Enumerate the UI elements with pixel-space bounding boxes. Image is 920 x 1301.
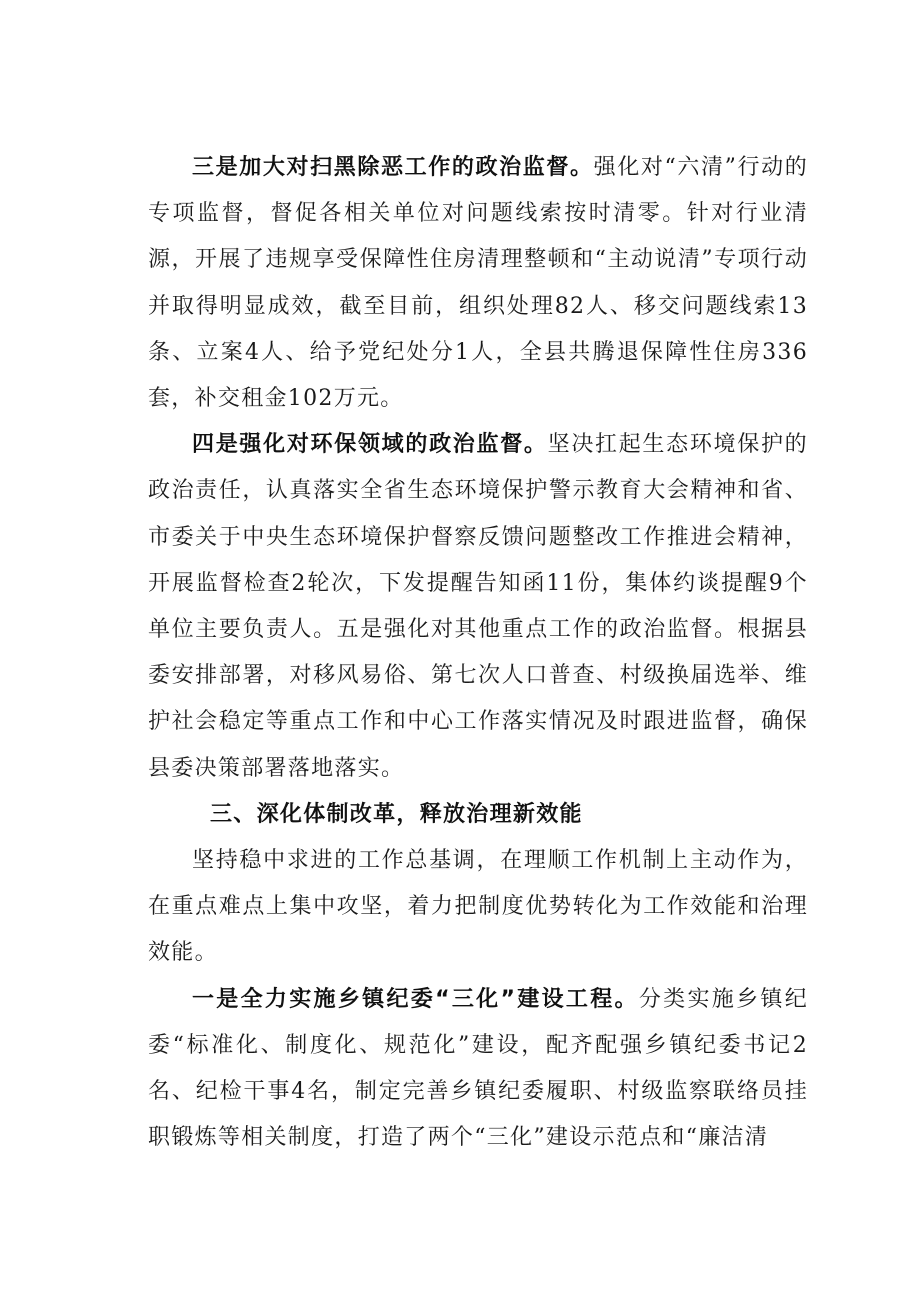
paragraph-lead: 一是全力实施乡镇纪委“三化”建设工程。	[192, 986, 639, 1012]
section-heading: 三、深化体制改革，释放治理新效能	[210, 801, 583, 827]
paragraph-township-commission	[148, 977, 808, 1162]
paragraph-body: 分类实施乡镇纪委“标准化、制度化、规范化”建设，配齐配强乡镇纪委书记2名、纪检干事4名，制定完善乡镇纪委履职、村级监察联络员挂职锻炼等相关制度，打造了两个“三化”建设示范点和“廉洁清	[148, 986, 808, 1151]
paragraph-sweep-crime-supervision	[148, 145, 808, 422]
paragraph-environment-supervision	[148, 422, 808, 792]
paragraph-lead: 三是加大对扫黑除恶工作的政治监督。	[192, 155, 594, 180]
paragraph-body: 坚持稳中求进的工作总基调，在理顺工作机制上主动作为，在重点难点上集中攻坚，着力把制度优势转化为工作效能和治理效能。	[148, 848, 808, 966]
paragraph-lead: 四是强化对环保领域的政治监督。	[192, 432, 548, 458]
paragraph-body: 强化对“六清”行动的专项监督，督促各相关单位对问题线索按时清零。针对行业清源，开展了违规享受保障性住房清理整顿和“主动说清”专项行动并取得明显成效，截至目前，组织处理82人、移交问题线索13条、立案4人、给予党纪处分1人，全县共腾退保障性住房336套，补交租金102万元。	[148, 155, 808, 412]
paragraph-section-intro	[148, 838, 808, 977]
document-body	[148, 145, 808, 1161]
paragraph-body: 坚决扛起生态环境保护的政治责任，认真落实全省生态环境保护警示教育大会精神和省、市委关于中央生态环境保护督察反馈问题整改工作推进会精神，开展监督检查2轮次，下发提醒告知函11份，集体约谈提醒9个单位主要负责人。五是强化对其他重点工作的政治监督。根据县委安排部署，对移风易俗、第七次人口普查、村级换届选举、维护社会稳定等重点工作和中心工作落实情况及时跟进监督，确保县委决策部署落地落实。	[148, 432, 808, 781]
